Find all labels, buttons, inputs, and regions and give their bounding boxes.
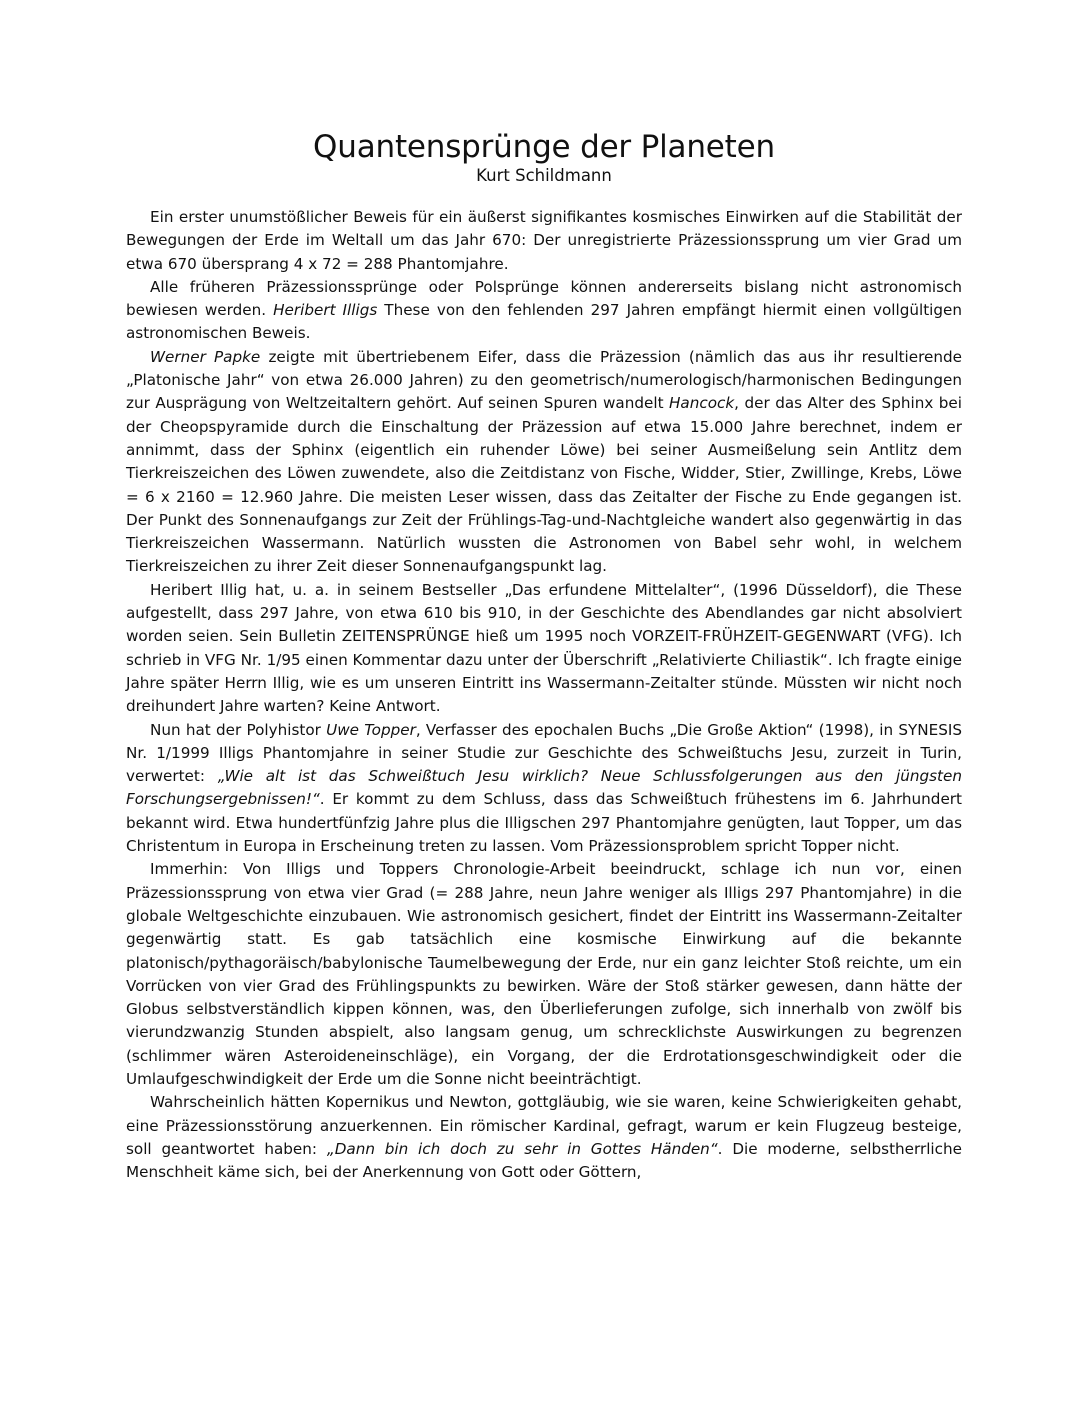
italic-text: Werner Papke (150, 347, 261, 366)
body-paragraph (126, 1091, 962, 1184)
paragraph-text: Immerhin: Von Illigs und Toppers Chronologie-Arbeit beeindruckt, schlage ich nun vor, einen Präzessionssprung von etwa vier Grad (= 288 Jahre, neun Jahre weniger als Illigs 297 Phantomjahre) in die globale Weltgeschichte einzubauen. Wie astronomisch gesichert, findet der Eintritt ins Wassermann-Zeitalter gegenwärtig statt. Es gab tatsächlich eine kosmische Einwirkung auf die bekannte platonisch/pythagoräisch/babylonische Taumelbewegung der Erde, nur ein ganz leichter Stoß reichte, um ein Vorrücken von vier Grad des Frühlingspunkts zu bewirken. Wäre der Stoß stärker gewesen, dann hätte der Globus selbstverständlich kippen können, was, den Überlieferungen zufolge, sich innerhalb von zwölf bis vierundzwanzig Stunden abspielt, also langsam genug, um schrecklichste Auswirkungen zu begrenzen (schlimmer wären Asteroideneinschläge), ein Vorgang, der die Erdrotationsgeschwindigkeit oder die Umlaufgeschwindigkeit der Erde um die Sonne nicht beeinträchtigt. (126, 860, 962, 1088)
body-paragraph (126, 719, 962, 859)
italic-text: Uwe Topper (326, 720, 416, 739)
italic-text: „Dann bin ich doch zu sehr in Gottes Händen“ (326, 1139, 718, 1158)
paragraph-text: These von den fehlenden 297 Jahren empfängt hiermit einen vollgültigen astronomischen Beweis. (126, 301, 962, 343)
italic-text: „Wie alt ist das Schweißtuch Jesu wirklich? Neue Schlussfolgerungen aus den jüngsten Forschungsergebnissen!“ (126, 767, 962, 809)
paragraph-text: , Verfasser des epochalen Buchs „Die Große Aktion“ (1998), in SYNESIS Nr. 1/1999 Illigs Phantomjahre in seiner Studie zur Geschichte des Schweißtuchs Jesu, zurzeit in Turin, verwertet: (126, 720, 962, 786)
paragraph-text: zeigte mit übertriebenem Eifer, dass die Präzession (nämlich das aus ihr resultierende „Platonische Jahr“ von etwa 26.000 Jahren) zu den geometrisch/numerologisch/harmonischen Bedingungen zur Ausprägung von Weltzeitaltern gehört. Auf seinen Spuren wandelt (126, 347, 962, 413)
paragraph-text: Nun hat der Polyhistor (150, 720, 327, 739)
document-title: Quantensprünge der Planeten (313, 129, 775, 165)
italic-text: Heribert Illigs (273, 301, 378, 320)
paragraph-text: Alle früheren Präzessionssprünge oder Polsprünge können andererseits bislang nicht astronomisch bewiesen werden. (126, 277, 962, 320)
paragraph-text: . Die moderne, selbstherrliche Menschheit käme sich, bei der Anerkennung von Gott oder Göttern, (126, 1139, 962, 1182)
document-body (126, 206, 962, 1184)
body-paragraph (126, 579, 962, 719)
paragraph-text: , der das Alter des Sphinx bei der Cheopspyramide durch die Einschaltung der Präzession auf etwa 15.000 Jahre berechnet, indem er annimmt, dass der Sphinx (eigentlich ein ruhender Löwe) bei seiner Ausmeißelung sein Antlitz dem Tierkreiszeichen des Löwen zuwendete, also die Zeitdistanz von Fische, Widder, Stier, Zwillinge, Krebs, Löwe = 6 x 2160 = 12.960 Jahre. Die meisten Leser wissen, dass das Zeitalter der Fische zu Ende gegangen ist. Der Punkt des Sonnenaufgangs zur Zeit der Frühlings-Tag-und-Nachtgleiche wandert also gegenwärtig in das Tierkreiszeichen Wassermann. Natürlich wussten die Astronomen von Babel sehr wohl, in welchem Tierkreiszeichen zu ihrer Zeit dieser Sonnenaufgangspunkt lag. (126, 394, 962, 576)
body-paragraph (126, 346, 962, 579)
body-paragraph (126, 858, 962, 1091)
paragraph-text: Ein erster unumstößlicher Beweis für ein äußerst signifikantes kosmisches Einwirken auf die Stabilität der Bewegungen der Erde im Weltall um das Jahr 670: Der unregistrierte Präzessionssprung um vier Grad um etwa 670 übersprang 4 x 72 = 288 Phantomjahre. (126, 208, 962, 273)
body-paragraph (126, 206, 962, 276)
paragraph-text: . Er kommt zu dem Schluss, dass das Schweißtuch frühestens im 6. Jahrhundert bekannt wird. Etwa hundertfünfzig Jahre plus die Illigschen 297 Phantomjahre genügten, laut Topper, um das Christentum in Europa in Erscheinung treten zu lassen. Vom Präzessionsproblem spricht Topper nicht. (126, 790, 962, 856)
body-paragraph (126, 276, 962, 346)
italic-text: Hancock (669, 394, 735, 413)
paragraph-text: Heribert Illig hat, u. a. in seinem Bestseller „Das erfundene Mittelalter“, (1996 Düsseldorf), die These aufgestellt, dass 297 Jahre, von etwa 610 bis 910, in der Geschichte des Abendlandes gar nicht absolviert worden seien. Sein Bulletin ZEITENSPRÜNGE hieß um 1995 noch VORZEIT-FRÜHZEIT-GEGENWART (VFG). Ich schrieb in VFG Nr. 1/95 einen Kommentar dazu unter der Überschrift „Relativierte Chiliastik“. Ich fragte einige Jahre später Herrn Illig, wie es um unseren Eintritt ins Wassermann-Zeitalter stünde. Müssten wir nicht noch dreihundert Jahre warten? Keine Antwort. (126, 580, 962, 716)
document-author: Kurt Schildmann (476, 166, 612, 185)
paragraph-text: Wahrscheinlich hätten Kopernikus und Newton, gottgläubig, wie sie waren, keine Schwierigkeiten gehabt, eine Präzessionsstörung anzuerkennen. Ein römischer Kardinal, gefragt, warum er kein Flugzeug besteige, soll geantwortet haben: (126, 1093, 962, 1158)
document-page (126, 128, 962, 1184)
